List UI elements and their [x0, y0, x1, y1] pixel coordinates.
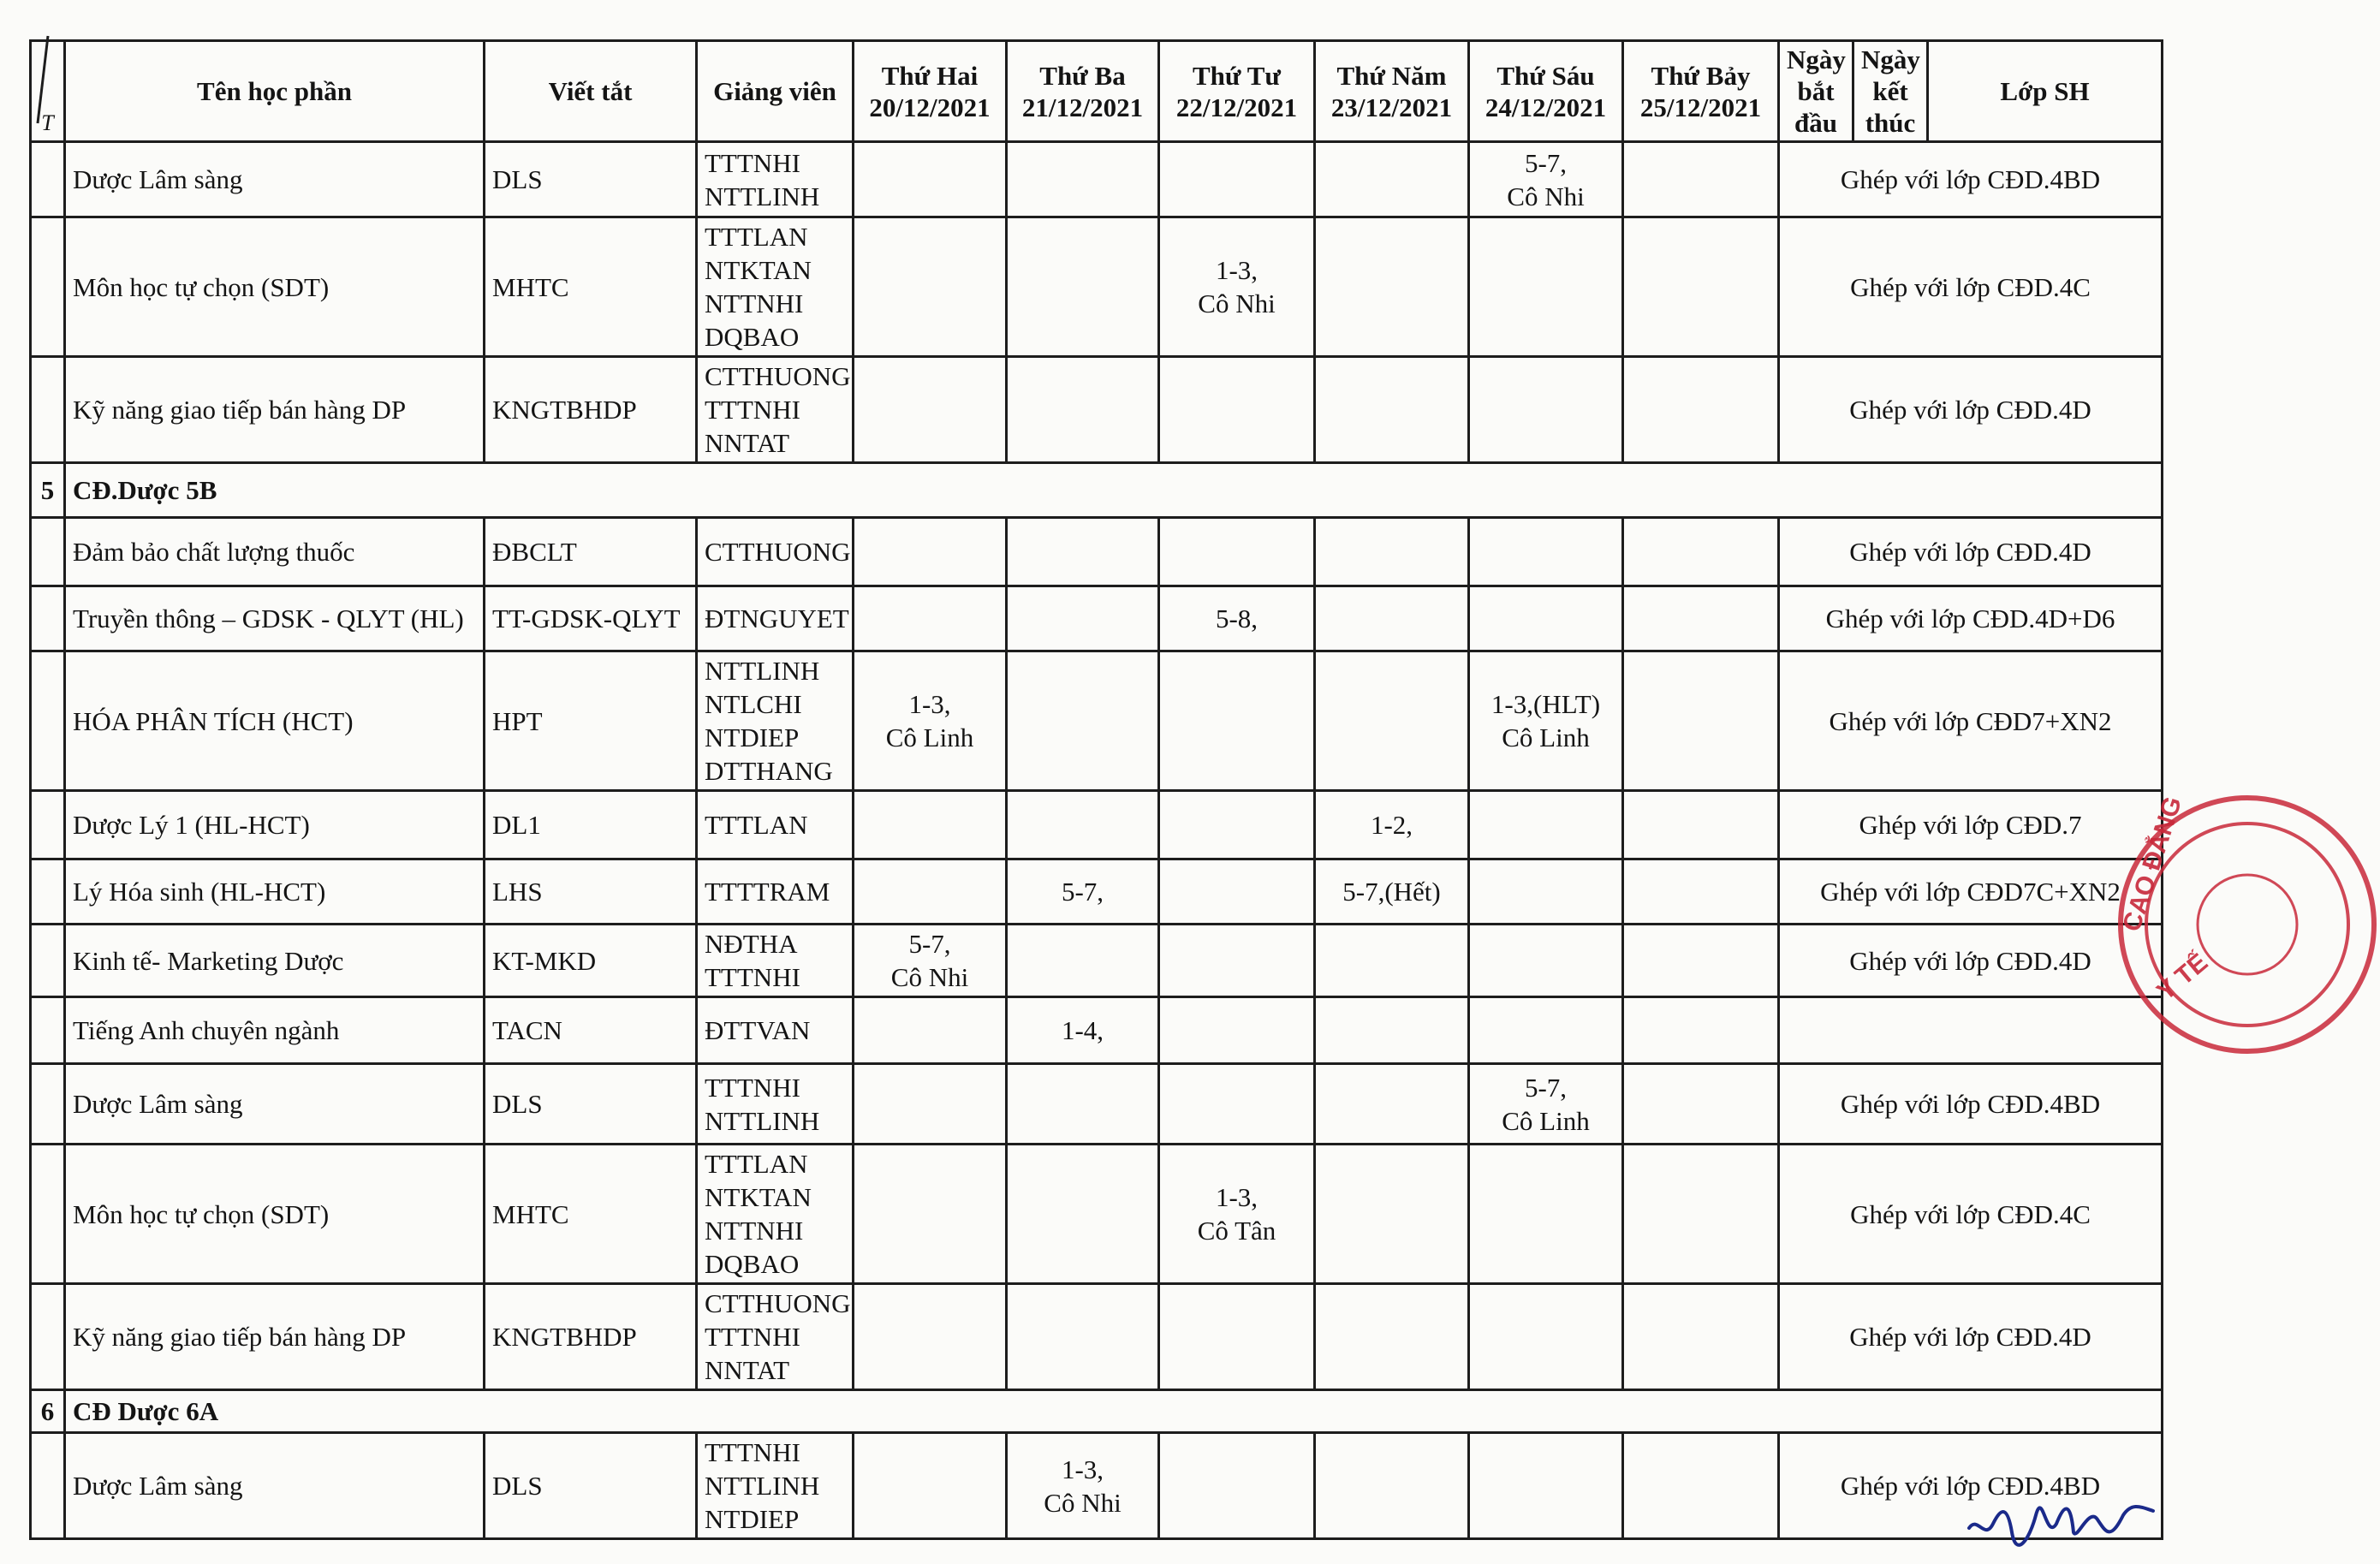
- day-slot: [1007, 791, 1159, 859]
- day-slot: [1623, 357, 1779, 463]
- teacher-code: TTTNHI: [705, 1072, 800, 1103]
- header-day-tue: Thứ Ba 21/12/2021: [1007, 41, 1159, 142]
- slot-text: 1-3, Cô Tân: [1197, 1182, 1276, 1246]
- day-slot: [1007, 859, 1159, 925]
- subject-abbr: TACN: [485, 997, 697, 1064]
- day-slot: [1007, 142, 1159, 217]
- teacher-code: TTTNHI: [705, 962, 800, 992]
- row-number-cell: [31, 1433, 65, 1539]
- day-slot: [1159, 1064, 1315, 1145]
- subject-row: [31, 859, 2163, 925]
- day-slot: [1623, 217, 1779, 357]
- slot-text: 5-8,: [1215, 604, 1258, 633]
- teacher-code: TTTNHI: [705, 1437, 800, 1467]
- group-number: 5: [31, 463, 65, 518]
- day-slot: [1007, 1284, 1159, 1390]
- subject-row: [31, 791, 2163, 859]
- signature: [1961, 1481, 2166, 1549]
- stt-pen-mark: [24, 29, 58, 132]
- class-note: Ghép với lớp CĐD.7: [1779, 791, 2163, 859]
- teacher-code: CTTHUONG: [705, 537, 851, 567]
- teacher-code: TTTTRAM: [705, 877, 830, 907]
- class-note: Ghép với lớp CĐD.4BD: [1779, 142, 2163, 217]
- day-slot: [1623, 791, 1779, 859]
- day-slot: [1159, 357, 1315, 463]
- subject-name: Dược Lâm sàng: [65, 1064, 485, 1145]
- day-slot: [1159, 217, 1315, 357]
- subject-row: [31, 518, 2163, 586]
- subject-name: HÓA PHÂN TÍCH (HCT): [65, 651, 485, 791]
- day-slot: [854, 357, 1007, 463]
- schedule-sheet: [29, 39, 2161, 1534]
- subject-abbr: DL1: [485, 791, 697, 859]
- slot-text: 1-2,: [1370, 810, 1413, 840]
- subject-name: Môn học tự chọn (SDT): [65, 1145, 485, 1284]
- class-note: Ghép với lớp CĐD.4C: [1779, 217, 2163, 357]
- header-day-wed: Thứ Tư 22/12/2021: [1159, 41, 1315, 142]
- day-slot: [1469, 518, 1623, 586]
- slot-text: 5-7, Cô Linh: [1502, 1072, 1590, 1136]
- subject-abbr: DLS: [485, 142, 697, 217]
- teacher-code: DQBAO: [705, 1249, 800, 1279]
- day-slot: [1623, 925, 1779, 997]
- subject-name: Dược Lâm sàng: [65, 1433, 485, 1539]
- day-slot: [854, 791, 1007, 859]
- day-slot: [1159, 586, 1315, 651]
- teacher-list: [697, 1433, 854, 1539]
- class-note: Ghép với lớp CĐD.4D+D6: [1779, 586, 2163, 651]
- class-note: Ghép với lớp CĐD7C+XN2: [1779, 859, 2163, 925]
- header-name: Tên học phần: [65, 41, 485, 142]
- teacher-list: [697, 1284, 854, 1390]
- day-slot: [1623, 1145, 1779, 1284]
- teacher-code: NĐTHA: [705, 929, 798, 959]
- row-number-cell: [31, 1284, 65, 1390]
- teacher-code: CTTHUONG: [705, 361, 851, 391]
- header-stt: T: [31, 41, 65, 142]
- teacher-code: NTTLINH: [705, 1471, 820, 1501]
- day-slot: [1623, 859, 1779, 925]
- day-slot: [1315, 791, 1469, 859]
- class-note: Ghép với lớp CĐD.4C: [1779, 1145, 2163, 1284]
- subject-name: Môn học tự chọn (SDT): [65, 217, 485, 357]
- teacher-code: NTTNHI: [705, 288, 804, 318]
- day-slot: [854, 925, 1007, 997]
- day-slot: [854, 1145, 1007, 1284]
- row-number-cell: [31, 651, 65, 791]
- day-slot: [1469, 142, 1623, 217]
- class-note: Ghép với lớp CĐD.4D: [1779, 925, 2163, 997]
- subject-name: Kinh tế- Marketing Dược: [65, 925, 485, 997]
- official-stamp: [2106, 788, 2214, 1061]
- subject-row: [31, 586, 2163, 651]
- day-slot: [854, 586, 1007, 651]
- day-slot: [854, 518, 1007, 586]
- day-slot: [1623, 1433, 1779, 1539]
- teacher-code: NTDIEP: [705, 723, 800, 752]
- teacher-list: [697, 217, 854, 357]
- teacher-list: [697, 586, 854, 651]
- day-slot: [1315, 586, 1469, 651]
- day-slot: [1469, 859, 1623, 925]
- day-slot: [1007, 651, 1159, 791]
- teacher-code: TTTLAN: [705, 1149, 808, 1179]
- teacher-code: NNTAT: [705, 1355, 790, 1385]
- teacher-code: TTTLAN: [705, 810, 808, 840]
- header-day-sat: Thứ Bảy 25/12/2021: [1623, 41, 1779, 142]
- row-number-cell: [31, 925, 65, 997]
- day-slot: [1469, 586, 1623, 651]
- row-number-cell: [31, 518, 65, 586]
- day-slot: [1469, 217, 1623, 357]
- header-start-date: Ngày bắt đầu: [1779, 41, 1853, 142]
- subject-abbr: LHS: [485, 859, 697, 925]
- subject-name: Lý Hóa sinh (HL-HCT): [65, 859, 485, 925]
- header-class: Lớp SH: [1928, 41, 2163, 142]
- day-slot: [1469, 651, 1623, 791]
- day-slot: [854, 651, 1007, 791]
- subject-name: Dược Lý 1 (HL-HCT): [65, 791, 485, 859]
- slot-text: 1-3, Cô Nhi: [1198, 255, 1276, 318]
- subject-row: [31, 997, 2163, 1064]
- day-slot: [1315, 1433, 1469, 1539]
- day-slot: [1159, 1433, 1315, 1539]
- day-slot: [1623, 997, 1779, 1064]
- subject-name: Kỹ năng giao tiếp bán hàng DP: [65, 1284, 485, 1390]
- teacher-code: ĐTNGUYET: [705, 604, 849, 633]
- class-note: Ghép với lớp CĐD.4D: [1779, 518, 2163, 586]
- group-row-6: [31, 1390, 2163, 1433]
- day-slot: [1315, 142, 1469, 217]
- day-slot: [1159, 518, 1315, 586]
- row-number-cell: [31, 1145, 65, 1284]
- day-slot: [1159, 1284, 1315, 1390]
- day-slot: [854, 1433, 1007, 1539]
- day-slot: [1469, 1064, 1623, 1145]
- class-note: [1779, 997, 2163, 1064]
- teacher-code: TTTNHI: [705, 147, 800, 178]
- teacher-code: NTTLINH: [705, 656, 820, 686]
- teacher-code: CTTHUONG: [705, 1288, 851, 1318]
- subject-abbr: KNGTBHDP: [485, 1284, 697, 1390]
- subject-abbr: MHTC: [485, 1145, 697, 1284]
- teacher-list: [697, 925, 854, 997]
- teacher-code: TTTLAN: [705, 222, 808, 252]
- day-slot: [1159, 859, 1315, 925]
- group-row-5: [31, 463, 2163, 518]
- group-label: CĐ.Dược 5B: [65, 463, 2163, 518]
- subject-name: Đảm bảo chất lượng thuốc: [65, 518, 485, 586]
- row-number-cell: [31, 791, 65, 859]
- day-slot: [1007, 586, 1159, 651]
- subject-abbr: MHTC: [485, 217, 697, 357]
- day-slot: [1159, 142, 1315, 217]
- subject-row: [31, 357, 2163, 463]
- row-number-cell: [31, 1064, 65, 1145]
- day-slot: [1315, 1064, 1469, 1145]
- subject-row: [31, 1145, 2163, 1284]
- teacher-code: DTTHANG: [705, 756, 833, 786]
- subject-row: [31, 651, 2163, 791]
- row-number-cell: [31, 142, 65, 217]
- subject-row: [31, 925, 2163, 997]
- row-number-cell: [31, 859, 65, 925]
- day-slot: [1469, 791, 1623, 859]
- slot-text: 5-7, Cô Nhi: [890, 929, 969, 992]
- day-slot: [1315, 217, 1469, 357]
- teacher-code: NTDIEP: [705, 1504, 800, 1534]
- day-slot: [1623, 142, 1779, 217]
- teacher-code: TTTNHI: [705, 1322, 800, 1352]
- day-slot: [854, 1284, 1007, 1390]
- header-day-mon: Thứ Hai 20/12/2021: [854, 41, 1007, 142]
- schedule-table: [29, 39, 2163, 1540]
- subject-abbr: HPT: [485, 651, 697, 791]
- day-slot: [1007, 357, 1159, 463]
- teacher-code: NNTAT: [705, 428, 790, 458]
- class-note: Ghép với lớp CĐD.4D: [1779, 1284, 2163, 1390]
- header-teacher: Giảng viên: [697, 41, 854, 142]
- subject-abbr: KNGTBHDP: [485, 357, 697, 463]
- subject-row: [31, 1064, 2163, 1145]
- day-slot: [1007, 925, 1159, 997]
- teacher-list: [697, 142, 854, 217]
- day-slot: [1315, 859, 1469, 925]
- day-slot: [1315, 651, 1469, 791]
- day-slot: [1469, 1284, 1623, 1390]
- header-row: [31, 41, 2163, 142]
- class-note: Ghép với lớp CĐD7+XN2: [1779, 651, 2163, 791]
- subject-abbr: KT-MKD: [485, 925, 697, 997]
- row-number-cell: [31, 586, 65, 651]
- day-slot: [1007, 217, 1159, 357]
- day-slot: [1315, 997, 1469, 1064]
- slot-text: 1-3, Cô Linh: [885, 689, 974, 752]
- slot-text: 5-7, Cô Nhi: [1507, 147, 1585, 211]
- group-label: CĐ Dược 6A: [65, 1390, 2163, 1433]
- header-abbr: Viết tắt: [485, 41, 697, 142]
- teacher-list: [697, 1064, 854, 1145]
- slot-text: 5-7,: [1061, 877, 1104, 907]
- day-slot: [1623, 518, 1779, 586]
- day-slot: [1315, 1284, 1469, 1390]
- header-day-fri: Thứ Sáu 24/12/2021: [1469, 41, 1623, 142]
- subject-row: [31, 1284, 2163, 1390]
- day-slot: [1623, 651, 1779, 791]
- class-note: Ghép với lớp CĐD.4BD: [1779, 1064, 2163, 1145]
- slot-text: 5-7,(Hết): [1342, 877, 1441, 907]
- day-slot: [1315, 518, 1469, 586]
- day-slot: [1159, 997, 1315, 1064]
- subject-row: [31, 1433, 2163, 1539]
- teacher-list: [697, 1145, 854, 1284]
- teacher-list: [697, 791, 854, 859]
- day-slot: [1007, 518, 1159, 586]
- teacher-code: DQBAO: [705, 322, 800, 352]
- teacher-code: TTTNHI: [705, 395, 800, 425]
- svg-text:Y TẾ: Y TẾ: [2151, 948, 2214, 1007]
- day-slot: [1469, 1145, 1623, 1284]
- svg-text:CAO ĐẲNG: CAO ĐẲNG: [2117, 793, 2188, 936]
- subject-abbr: DLS: [485, 1433, 697, 1539]
- teacher-code: NTTNHI: [705, 1216, 804, 1246]
- teacher-code: ĐTTVAN: [705, 1015, 811, 1045]
- day-slot: [1315, 1145, 1469, 1284]
- subject-name: Tiếng Anh chuyên ngành: [65, 997, 485, 1064]
- class-note: Ghép với lớp CĐD.4D: [1779, 357, 2163, 463]
- subject-abbr: TT-GDSK-QLYT: [485, 586, 697, 651]
- slot-text: 1-3,(HLT) Cô Linh: [1490, 689, 1601, 752]
- subject-abbr: ĐBCLT: [485, 518, 697, 586]
- teacher-list: [697, 518, 854, 586]
- subject-abbr: DLS: [485, 1064, 697, 1145]
- day-slot: [1469, 1433, 1623, 1539]
- day-slot: [1315, 357, 1469, 463]
- teacher-code: NTKTAN: [705, 1182, 812, 1212]
- day-slot: [1159, 1145, 1315, 1284]
- day-slot: [1007, 1145, 1159, 1284]
- day-slot: [1469, 997, 1623, 1064]
- day-slot: [854, 1064, 1007, 1145]
- day-slot: [854, 997, 1007, 1064]
- teacher-code: NTLCHI: [705, 689, 802, 719]
- day-slot: [1007, 997, 1159, 1064]
- subject-row: [31, 142, 2163, 217]
- teacher-code: NTKTAN: [705, 255, 812, 285]
- day-slot: [1007, 1064, 1159, 1145]
- day-slot: [1623, 586, 1779, 651]
- day-slot: [1623, 1284, 1779, 1390]
- header-end-date: Ngày kết thúc: [1853, 41, 1928, 142]
- day-slot: [1007, 1433, 1159, 1539]
- subject-name: Truyền thông – GDSK - QLYT (HL): [65, 586, 485, 651]
- subject-name: Kỹ năng giao tiếp bán hàng DP: [65, 357, 485, 463]
- day-slot: [854, 859, 1007, 925]
- day-slot: [1159, 925, 1315, 997]
- teacher-code: NTTLINH: [705, 181, 820, 211]
- class-note: Ghép với lớp CĐD.4BD: [1779, 1433, 2163, 1539]
- day-slot: [1315, 925, 1469, 997]
- day-slot: [854, 217, 1007, 357]
- teacher-list: [697, 651, 854, 791]
- row-number-cell: [31, 217, 65, 357]
- teacher-list: [697, 357, 854, 463]
- subject-name: Dược Lâm sàng: [65, 142, 485, 217]
- day-slot: [1623, 1064, 1779, 1145]
- day-slot: [1159, 791, 1315, 859]
- subject-row: [31, 217, 2163, 357]
- row-number-cell: [31, 997, 65, 1064]
- teacher-list: [697, 859, 854, 925]
- slot-text: 1-4,: [1061, 1015, 1104, 1045]
- slot-text: 1-3, Cô Nhi: [1044, 1454, 1122, 1518]
- teacher-code: NTTLINH: [705, 1105, 820, 1136]
- group-number: 6: [31, 1390, 65, 1433]
- teacher-list: [697, 997, 854, 1064]
- row-number-cell: [31, 357, 65, 463]
- day-slot: [854, 142, 1007, 217]
- day-slot: [1469, 357, 1623, 463]
- header-day-thu: Thứ Năm 23/12/2021: [1315, 41, 1469, 142]
- day-slot: [1159, 651, 1315, 791]
- day-slot: [1469, 925, 1623, 997]
